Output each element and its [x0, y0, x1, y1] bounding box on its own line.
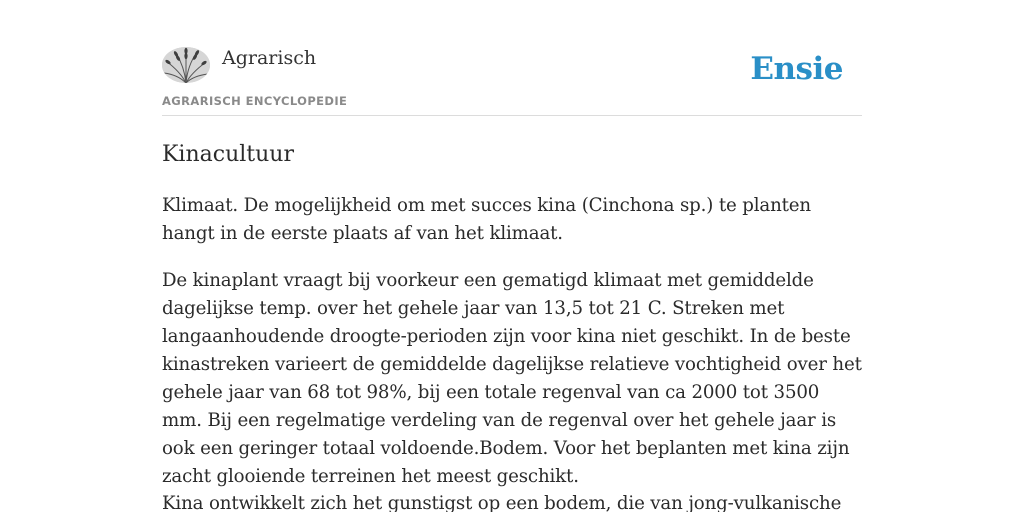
- page: [162, 0, 862, 512]
- wheat-illustration-icon: [162, 47, 210, 83]
- source-header: [162, 0, 862, 116]
- article-paragraph: Klimaat. De mogelijkheid om met succes kina (Cinchona sp.) te planten hangt in de eerste plaats af van het klimaat.: [162, 195, 811, 244]
- article-paragraph: De kinaplant vraagt bij voorkeur een gematigd klimaat met gemiddelde dagelijkse temp. over het gehele jaar van 13,5 tot 21 C. Streken met langaanhoudende droogte-perioden zijn voor kina niet geschikt. In de beste kinastreken varieert de gemiddelde dagelijkse relatieve vochtigheid over het gehele jaar van 68 tot 98%, bij een totale regenval van ca 2000 tot 3500 mm. Bij een regelmatige verdeling van de regenval over het gehele jaar is ook een geringer totaal voldoende.Bodem. Voor het beplanten met kina zijn zacht glooiende terreinen het meest geschikt.: [162, 270, 862, 487]
- source-name[interactable]: Agrarisch: [222, 47, 317, 69]
- article-paragraph: Kina ontwikkelt zich het gunstigst op een bodem, die van jong-vulkanische: [162, 493, 842, 512]
- avatar[interactable]: [162, 47, 210, 83]
- ensie-logo[interactable]: Ensie: [750, 51, 843, 87]
- source-subtitle: AGRARISCH ENCYCLOPEDIE: [162, 94, 348, 108]
- page-title: Kinacultuur: [162, 142, 294, 167]
